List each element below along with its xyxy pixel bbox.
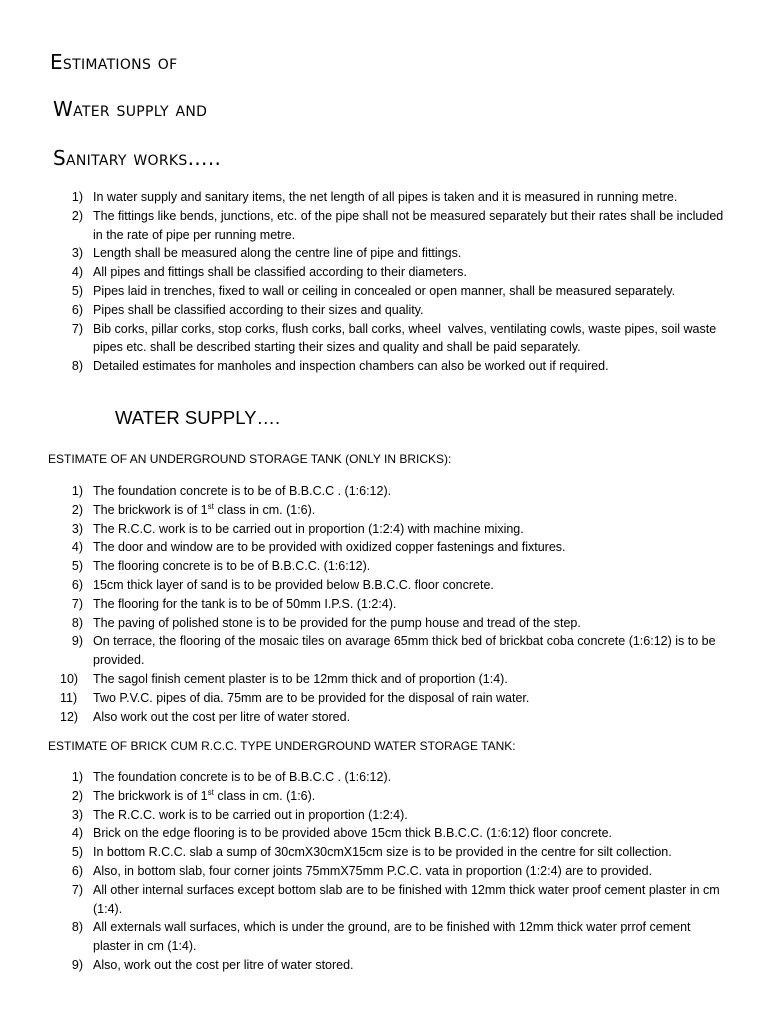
item-text: Pipes laid in trenches, fixed to wall or ceiling in concealed or open manner, shall be measured separately.: [93, 283, 676, 298]
item-number: 8 ): [48, 357, 88, 376]
item-text: The flooring concrete is to be of B.B.C.C. (1:6:12).: [93, 559, 371, 574]
item-text: Bib corks, pillar corks, stop corks, flush corks, ball corks, wheel valves, ventilating cowls, waste pipes, soil waste pipes etc. shall be described starting their sizes and quality and shall be paid separately.: [93, 321, 720, 355]
item-text: Length shall be measured along the centre line of pipe and fittings.: [93, 246, 462, 261]
item-text: The foundation concrete is to be of B.B.C.C . (1:6:12).: [93, 484, 392, 498]
item-text: The foundation concrete is to be of B.B.C.C . (1:6:12).: [93, 770, 392, 784]
item-number: 8 ): [48, 614, 88, 633]
item-number: 4 ): [48, 263, 88, 282]
list-item: [48, 263, 728, 282]
list-item: [48, 824, 728, 843]
list-item: [48, 557, 728, 576]
list-item: [48, 918, 728, 956]
item-text: On terrace, the flooring of the mosaic tiles on avarage 65mm thick bed of brickbat coba concrete (1:6:12) is to be provided.: [93, 634, 716, 668]
item-number: 7 ): [48, 320, 88, 339]
item-text: Pipes shall be classified according to their sizes and quality.: [93, 302, 424, 317]
list-item: [48, 956, 728, 975]
item-number: 5 ): [48, 557, 88, 576]
item-text: The R.C.C. work is to be carried out in proportion (1:2:4) with machine mixing.: [93, 521, 524, 536]
item-number: 7 ): [48, 595, 88, 614]
item-number: 9 ): [48, 632, 88, 651]
item-text: The brickwork is of 1st class in cm. (1:6).: [93, 501, 316, 517]
item-text: All pipes and fittings shall be classified according to their diameters.: [93, 265, 467, 280]
list-item: [48, 357, 728, 376]
item-text: In water supply and sanitary items, the net length of all pipes is taken and it is measured in running metre.: [93, 190, 678, 204]
item-number: 9 ): [48, 956, 88, 975]
title-line-3: Sanitary works…..: [53, 146, 222, 170]
list-item: [48, 881, 728, 919]
item-text: In bottom R.C.C. slab a sump of 30cmX30cmX15cm size is to be provided in the centre for silt collection.: [93, 845, 672, 860]
list-item: [48, 576, 728, 595]
item-text: Two P.V.C. pipes of dia. 75mm are to be provided for the disposal of rain water.: [93, 690, 530, 705]
item-number: 1 ): [48, 768, 88, 787]
item-number: 3 ): [48, 244, 88, 263]
item-text: Also work out the cost per litre of water stored.: [93, 709, 351, 724]
item-text: All other internal surfaces except bottom slab are to be finished with 12mm thick water proof cement plaster in cm (1:4).: [93, 882, 720, 916]
item-number: 6 ): [48, 301, 88, 320]
item-number: 1 ): [48, 482, 88, 501]
list-item: [48, 670, 728, 689]
item-text: The flooring for the tank is to be of 50mm I.P.S. (1:2:4).: [93, 596, 397, 611]
item-text: The brickwork is of 1st class in cm. (1:6).: [93, 787, 316, 803]
item-number: 11 ): [48, 689, 88, 708]
item-number: 2 ): [48, 501, 88, 520]
title-line-1: Estimations of: [50, 50, 178, 74]
list-item: [48, 632, 728, 670]
item-text: Also, work out the cost per litre of water stored.: [93, 957, 354, 972]
item-text: 15cm thick layer of sand is to be provided below B.B.C.C. floor concrete.: [93, 577, 494, 592]
item-number: 6 ): [48, 862, 88, 881]
item-text: Detailed estimates for manholes and inspection chambers can also be worked out if required.: [93, 359, 609, 374]
item-text: All externals wall surfaces, which is under the ground, are to be finished with 12mm thick water prrof cement plaster in cm (1:4).: [93, 920, 691, 954]
item-number: 8 ): [48, 918, 88, 937]
estimate-1-list: [48, 482, 728, 726]
list-item: [48, 768, 728, 787]
list-item: [48, 708, 728, 727]
item-number: 7 ): [48, 881, 88, 900]
estimate-2-list: [48, 768, 728, 975]
item-text: Brick on the edge flooring is to be provided above 15cm thick B.B.C.C. (1:6:12) floor concrete.: [93, 826, 613, 841]
item-number: 5 ): [48, 282, 88, 301]
item-number: 12 ): [48, 708, 88, 727]
item-number: 3 ): [48, 806, 88, 825]
title-line-2: Water supply and: [53, 97, 208, 121]
item-text: The sagol finish cement plaster is to be 12mm thick and of proportion (1:4).: [93, 671, 508, 686]
item-number: 1 ): [48, 188, 88, 207]
list-item: [48, 244, 728, 263]
item-number: 2 ): [48, 787, 88, 806]
item-number: 2 ): [48, 207, 88, 226]
estimate-1-heading: ESTIMATE OF AN UNDERGROUND STORAGE TANK (ONLY IN BRICKS):: [48, 452, 452, 466]
general-rules-list: [48, 188, 728, 376]
item-number: 4 ): [48, 538, 88, 557]
item-text: The paving of polished stone is to be provided for the pump house and tread of the step.: [93, 615, 581, 630]
list-item: [48, 482, 728, 501]
item-number: 10 ): [48, 670, 88, 689]
list-item: [48, 301, 728, 320]
item-text: The door and window are to be provided with oxidized copper fastenings and fixtures.: [93, 540, 566, 555]
list-item: [48, 595, 728, 614]
list-item: [48, 689, 728, 708]
list-item: [48, 282, 728, 301]
item-text: The R.C.C. work is to be carried out in proportion (1:2:4).: [93, 807, 408, 822]
list-item: [48, 538, 728, 557]
item-number: 5 ): [48, 843, 88, 862]
water-supply-heading: WATER SUPPLY….: [115, 407, 281, 428]
list-item: [48, 501, 728, 520]
list-item: [48, 806, 728, 825]
list-item: [48, 843, 728, 862]
list-item: [48, 862, 728, 881]
item-text: The fittings like bends, junctions, etc. of the pipe shall not be measured separately but their rates shall be included in the rate of pipe per running metre.: [93, 208, 724, 242]
list-item: [48, 614, 728, 633]
item-number: 6 ): [48, 576, 88, 595]
list-item: [48, 207, 728, 245]
list-item: [48, 520, 728, 539]
item-number: 4 ): [48, 824, 88, 843]
list-item: [48, 787, 728, 806]
item-text: Also, in bottom slab, four corner joints 75mmX75mm P.C.C. vata in proportion (1:2:4) are to provided.: [93, 863, 653, 878]
list-item: [48, 320, 728, 358]
list-item: [48, 188, 728, 207]
item-number: 3 ): [48, 520, 88, 539]
estimate-2-heading: ESTIMATE OF BRICK CUM R.C.C. TYPE UNDERGROUND WATER STORAGE TANK:: [48, 739, 516, 753]
